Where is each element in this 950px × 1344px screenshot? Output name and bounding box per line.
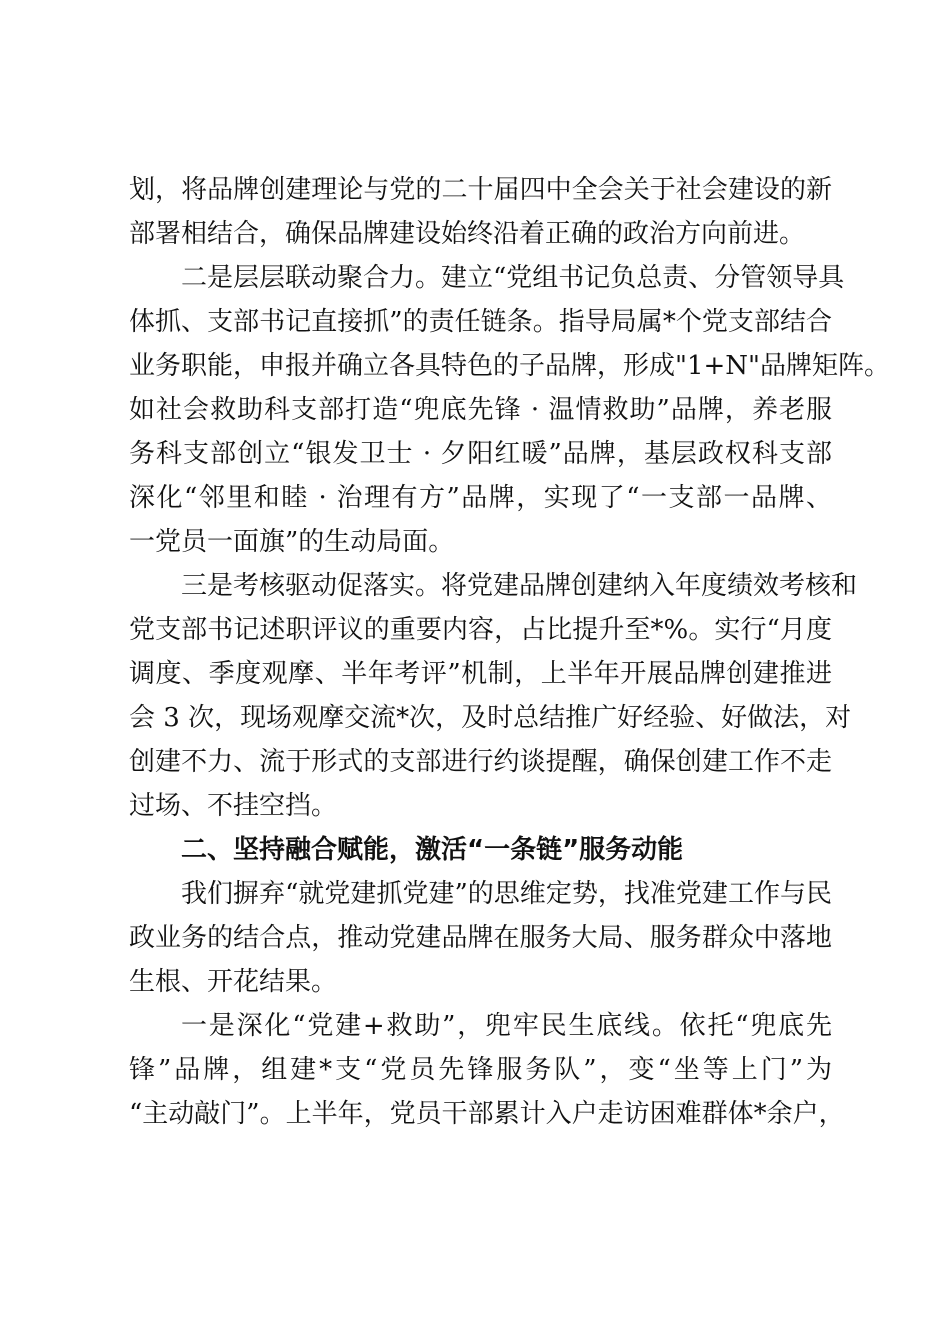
section-heading (129, 828, 832, 872)
paragraph-1 (129, 168, 832, 256)
document-body (129, 168, 890, 1136)
text-line: 深化“邻里和睦 · 治理有方”品牌，实现了“一支部一品牌、 (129, 483, 832, 513)
text-line: 党支部书记述职评议的重要内容，占比提升至*%。实行“月度 (129, 615, 832, 645)
text-line: 一是深化“党建+救助”，兜牢民生底线。依托“兜底先 (181, 1011, 832, 1041)
text-line: 三是考核驱动促落实。将党建品牌创建纳入年度绩效考核和 (181, 571, 858, 601)
text-line: 生根、开花结果。 (129, 967, 338, 997)
text-line: 政业务的结合点，推动党建品牌在服务大局、服务群众中落地 (129, 923, 832, 953)
section-heading-text: 二、坚持融合赋能，激活“一条链”服务动能 (181, 835, 684, 865)
text-line: 会 3 次，现场观摩交流*次，及时总结推广好经验、好做法，对 (129, 703, 852, 733)
text-line: 我们摒弃“就党建抓党建”的思维定势，找准党建工作与民 (181, 879, 832, 909)
text-line: 过场、不挂空挡。 (129, 791, 338, 821)
text-line: 锋”品牌，组建*支“党员先锋服务队”，变“坐等上门”为 (129, 1055, 832, 1085)
text-line: 如社会救助科支部打造“兜底先锋 · 温情救助”品牌，养老服 (129, 395, 832, 425)
text-line: 一党员一面旗”的生动局面。 (129, 527, 455, 557)
text-line: 务科支部创立“银发卫士 · 夕阳红暖”品牌，基层政权科支部 (129, 439, 832, 469)
paragraph-2 (129, 256, 890, 564)
text-line: 二是层层联动聚合力。建立“党组书记负总责、分管领导具 (181, 263, 845, 293)
text-line: 部署相结合，确保品牌建设始终沿着正确的政治方向前进。 (129, 219, 806, 249)
text-line: 体抓、支部书记直接抓”的责任链条。指导局属*个党支部结合 (129, 307, 832, 337)
text-line: “主动敲门”。上半年，党员干部累计入户走访困难群体*余户， (129, 1099, 845, 1129)
text-line: 业务职能，申报并确立各具特色的子品牌，形成"1+N"品牌矩阵。 (129, 351, 890, 381)
text-line: 调度、季度观摩、半年考评”机制，上半年开展品牌创建推进 (129, 659, 832, 689)
paragraph-4 (129, 872, 832, 1004)
paragraph-5 (129, 1004, 845, 1136)
text-line: 创建不力、流于形式的支部进行约谈提醒，确保创建工作不走 (129, 747, 832, 777)
text-line: 划，将品牌创建理论与党的二十届四中全会关于社会建设的新 (129, 175, 832, 205)
paragraph-3 (129, 564, 858, 828)
